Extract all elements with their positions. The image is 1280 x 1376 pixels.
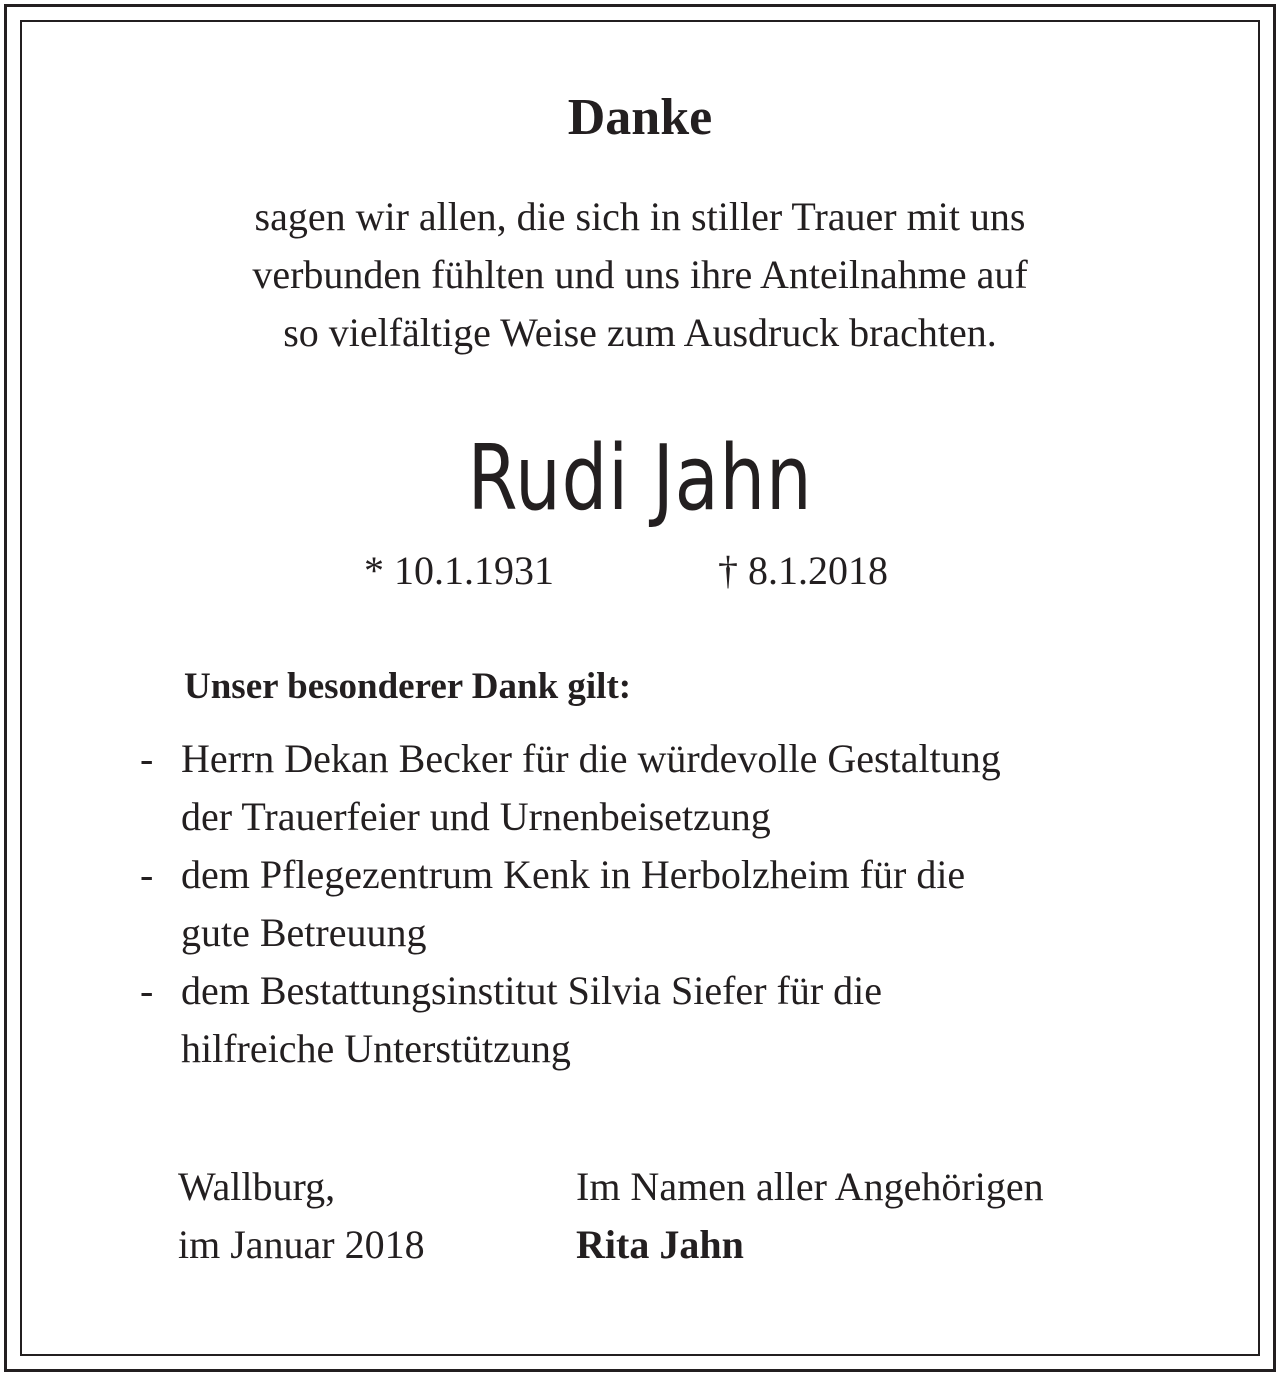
date-line: im Januar 2018	[178, 1222, 425, 1267]
list-item	[140, 730, 1180, 846]
list-item-line: hilfreiche Unterstützung	[181, 1026, 571, 1071]
list-item-line: gute Betreuung	[181, 910, 427, 955]
thanks-list	[140, 730, 1180, 1078]
signer-name: Rita Jahn	[576, 1222, 744, 1267]
death-date: † 8.1.2018	[718, 548, 888, 593]
list-item-line: dem Bestattungsinstitut Silvia Siefer für die	[181, 968, 883, 1013]
intro-line: sagen wir allen, die sich in stiller Trauer mit uns	[254, 194, 1026, 239]
special-thanks-heading: Unser besonderer Dank gilt:	[184, 666, 632, 707]
list-item	[140, 962, 1180, 1078]
intro-line: so vielfältige Weise zum Ausdruck brachten.	[283, 310, 997, 355]
signature-block	[576, 1158, 1044, 1274]
place-line: Wallburg,	[178, 1164, 336, 1209]
intro-line: verbunden fühlten und uns ihre Anteilnahme auf	[252, 252, 1028, 297]
place-and-date	[178, 1158, 425, 1274]
list-item-line: dem Pflegezentrum Kenk in Herbolzheim für die	[181, 852, 966, 897]
list-item	[140, 846, 1180, 962]
birth-date: * 10.1.1931	[364, 548, 554, 593]
signature-intro: Im Namen aller Angehörigen	[576, 1164, 1044, 1209]
bullet-dash: -	[140, 852, 154, 897]
notice-heading: Danke	[567, 89, 713, 146]
list-item-line: Herrn Dekan Becker für die würdevolle Gestaltung	[181, 736, 1001, 781]
bullet-dash: -	[140, 736, 154, 781]
intro-text	[0, 188, 1280, 362]
bullet-dash: -	[140, 968, 154, 1013]
list-item-line: der Trauerfeier und Urnenbeisetzung	[181, 794, 771, 839]
deceased-name: Rudi Jahn	[467, 426, 813, 531]
